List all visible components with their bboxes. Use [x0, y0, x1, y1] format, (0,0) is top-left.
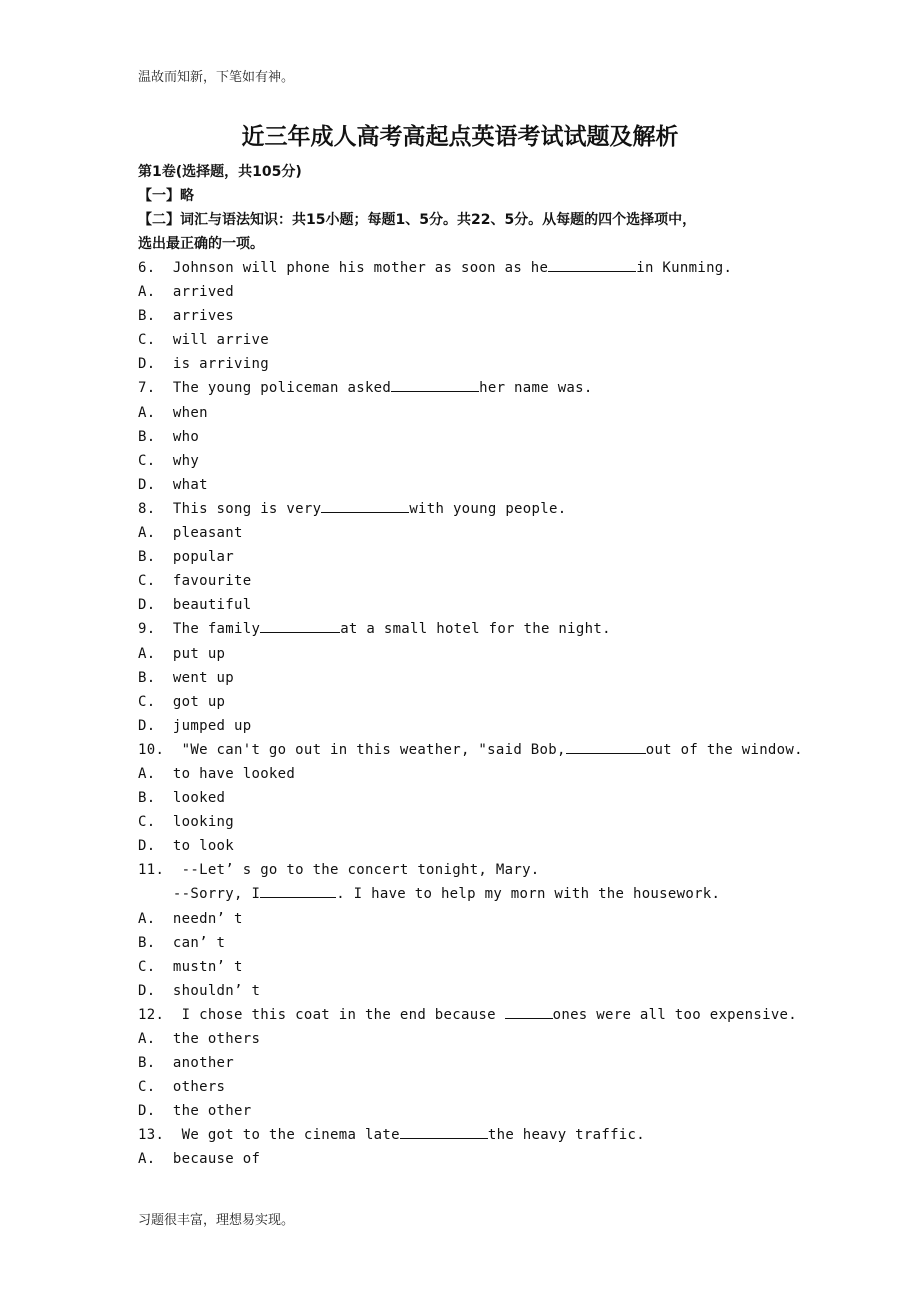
paper-heading: 第1卷(选择题，共105分)	[138, 164, 302, 180]
option: D. beautiful	[138, 597, 252, 614]
answer-blank	[400, 1124, 488, 1139]
option: A. put up	[138, 645, 226, 662]
question-7-stem: 7. The young policeman asked her name was.	[138, 376, 798, 400]
option: D. what	[138, 476, 208, 493]
option: C. why	[138, 452, 200, 469]
answer-blank	[391, 377, 479, 392]
question-6-stem: 6. Johnson will phone his mother as soon as he in Kunming.	[138, 256, 798, 280]
option: D. the other	[138, 1103, 252, 1120]
answer-blank	[260, 883, 336, 898]
option: A. because of	[138, 1151, 261, 1168]
part2-heading-line1: 【二】词汇与语法知识：共15小题；每题1、5分。共22、5分。从每题的四个选择项中，	[138, 212, 697, 228]
option: A. pleasant	[138, 525, 243, 542]
option: C. others	[138, 1079, 226, 1096]
question-8-stem: 8. This song is very with young people.	[138, 497, 798, 521]
option: B. arrives	[138, 308, 235, 325]
option: C. favourite	[138, 573, 252, 590]
option: C. will arrive	[138, 332, 269, 349]
answer-blank	[505, 1004, 553, 1019]
part1-heading: 【一】略	[138, 188, 194, 204]
option: D. is arriving	[138, 356, 269, 373]
footer-motto: 习题很丰富，理想易实现。	[138, 1213, 295, 1228]
question-11-stem: 11. --Let’ s go to the concert tonight, Mary.	[138, 862, 540, 879]
option: D. to look	[138, 838, 235, 855]
option: B. who	[138, 428, 200, 445]
option: D. shouldn’ t	[138, 982, 261, 999]
option: C. mustn’ t	[138, 958, 243, 975]
question-11-response: --Sorry, I . I have to help my morn with the housework.	[138, 882, 798, 906]
option: A. arrived	[138, 284, 235, 301]
option: A. to have looked	[138, 765, 296, 782]
part2-heading-line2: 选出最正确的一项。	[138, 236, 264, 252]
option: C. got up	[138, 693, 226, 710]
answer-blank	[321, 498, 409, 513]
option: D. jumped up	[138, 717, 252, 734]
answer-blank	[260, 618, 340, 633]
question-13-stem: 13. We got to the cinema late the heavy traffic.	[138, 1123, 798, 1147]
question-9-stem: 9. The family at a small hotel for the night.	[138, 617, 798, 641]
option: B. went up	[138, 669, 235, 686]
option: B. another	[138, 1055, 235, 1072]
option: C. looking	[138, 814, 235, 831]
option: A. needn’ t	[138, 910, 243, 927]
answer-blank	[566, 739, 646, 754]
option: A. when	[138, 404, 208, 421]
option: A. the others	[138, 1031, 261, 1047]
document-title: 近三年成人高考高起点英语考试试题及解析	[241, 123, 679, 150]
option: B. can’ t	[138, 934, 226, 951]
question-12-stem: 12. I chose this coat in the end because ones were all too expensive.	[138, 1003, 798, 1027]
option: B. looked	[138, 790, 226, 807]
document-body	[138, 160, 803, 1172]
question-10-stem: 10. "We can't go out in this weather, "said Bob, out of the window.	[138, 738, 798, 762]
answer-blank	[548, 257, 636, 272]
option: B. popular	[138, 549, 235, 566]
header-motto: 温故而知新，下笔如有神。	[138, 70, 295, 85]
